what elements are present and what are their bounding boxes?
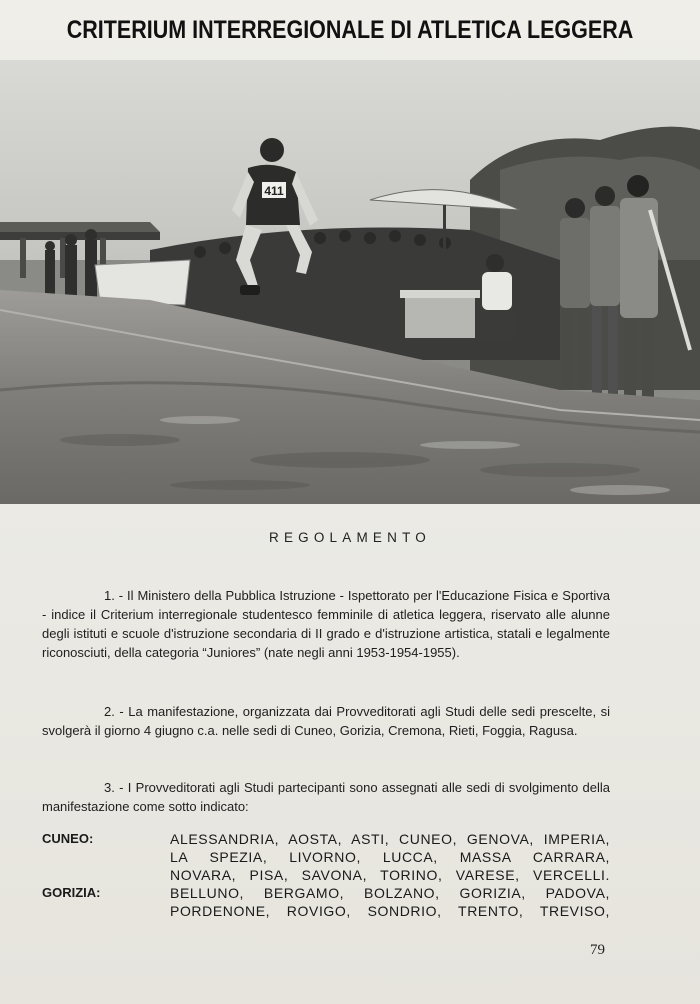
paragraph-1-text: 1. - Il Ministero della Pubblica Istruzione - Ispettorato per l'Educazione Fisica e Sportiva - indice il Criterium interregionale studentesco femminile di atletica leggera, riservato alle alunne degli istituti e scuole d'istruzione secondaria di II grado e d'istruzione artistica, statali e legalmente riconosciuti, della categoria “Juniores” (nate negli anni 1953-1954-1955). — [42, 588, 610, 660]
section-title: REGOLAMENTO — [269, 530, 431, 545]
assignment-cuneo — [42, 830, 610, 884]
assignment-line: BELLUNO, BERGAMO, BOLZANO, GORIZIA, PADOVA, — [170, 885, 610, 901]
long-jump-photo-drawing — [0, 60, 700, 504]
long-jump-photo — [0, 60, 700, 504]
paragraph-3-text: 3. - I Provveditorati agli Studi partecipanti sono assegnati alle sedi di svolgimento della manifestazione come sotto indicato: — [42, 780, 610, 814]
assignment-line: PORDENONE, ROVIGO, SONDRIO, TRENTO, TREVISO, — [170, 903, 610, 919]
bib-number: 411 — [264, 184, 284, 198]
assignment-line: LA SPEZIA, LIVORNO, LUCCA, MASSA CARRARA, — [170, 849, 610, 865]
assignment-gorizia — [42, 884, 610, 920]
assignment-label: GORIZIA: — [42, 885, 101, 900]
assignment-line: ALESSANDRIA, AOSTA, ASTI, CUNEO, GENOVA, IMPERIA, — [170, 831, 610, 847]
paragraph-2-text: 2. - La manifestazione, organizzata dai Provveditorati agli Studi delle sedi prescelte, si svolgerà il giorno 4 giugno c.a. nelle sedi di Cuneo, Gorizia, Cremona, Rieti, Foggia, Ragusa. — [42, 704, 610, 738]
paragraph-1 — [42, 586, 610, 662]
assignment-line: NOVARA, PISA, SAVONA, TORINO, VARESE, VERCELLI. — [170, 867, 610, 883]
page-title: CRITERIUM INTERREGIONALE DI ATLETICA LEGGERA — [66, 16, 634, 44]
page-number: 79 — [590, 942, 605, 958]
paragraph-3 — [42, 778, 610, 816]
paragraph-2 — [42, 702, 610, 740]
assignment-label: CUNEO: — [42, 831, 94, 846]
